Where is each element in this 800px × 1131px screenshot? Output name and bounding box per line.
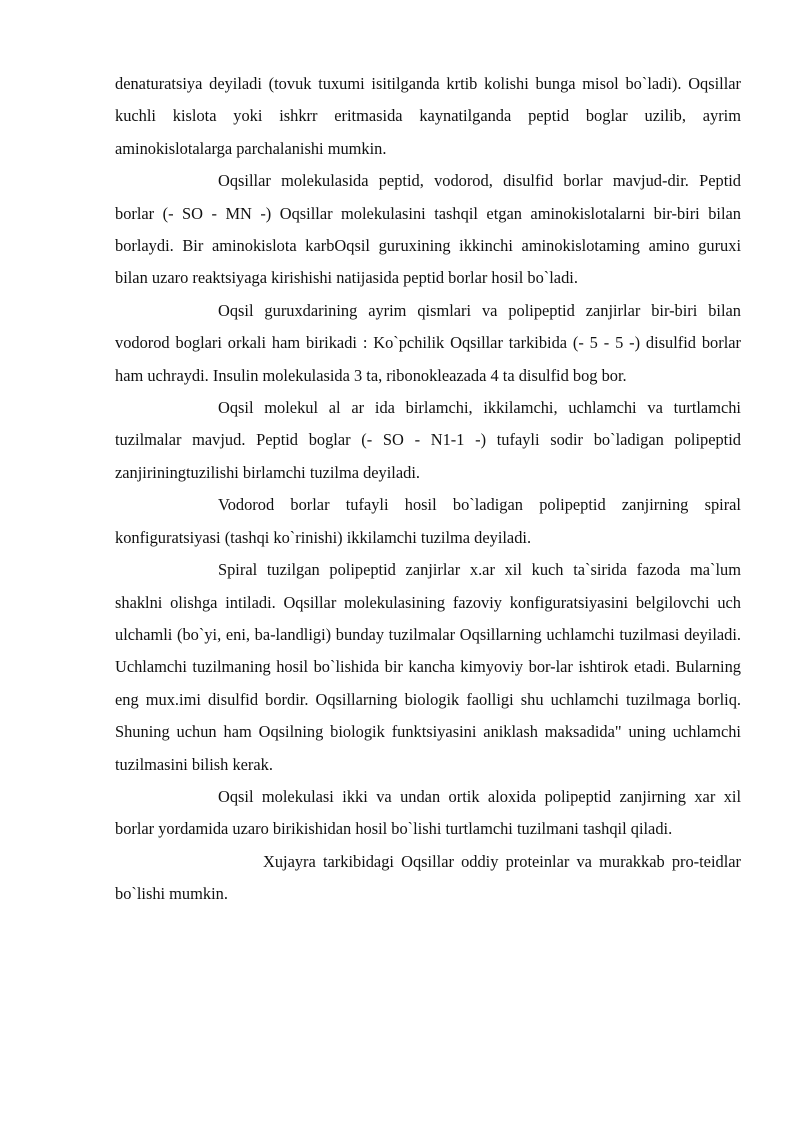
document-page (115, 68, 741, 911)
paragraph-secondary-structure: Vodorod borlar tufayli hosil bo`ladigan polipeptid zanjirning spiral konfiguratsiyasi (tashqi ko`rinishi) ikkilamchi tuzilma deyiladi. (115, 495, 741, 547)
paragraph-hydrogen-disulfide: Oqsil guruxdarining ayrim qismlari va polipeptid zanjirlar bir-biri bilan vodorod boglari orkali ham birikadi : Ko`pchilik Oqsillar tarkibida (- 5 - 5 -) disulfid borlar ham uchraydi. Insulin molekulasida 3 ta, ribonokleazada 4 ta disulfid bog bor. (115, 300, 741, 385)
paragraph-bonds: Oqsillar molekulasida peptid, vodorod, disulfid borlar mavjud-dir. Peptid borlar (- SO - MN -) Oqsillar molekulasini tashqil etgan aminokislotalarni bir-biri bilan borlaydi. Bir aminokislota karbOqsil guruxining ikkinchi aminokislotaming amino guruxi bilan uzaro reaktsiyaga kirishishi natijasida peptid borlar hosil bo`ladi. (115, 171, 741, 288)
paragraph-denaturation: denaturatsiya deyiladi (tovuk tuxumi isitilganda krtib kolishi bunga misol bo`ladi). Oqsillar kuchli kislota yoki ishkrr eritmasida kaynatilganda peptid boglar uzilib, ayrim aminokislotalarga parchalanishi mumkin. (115, 74, 741, 158)
paragraph-quaternary-structure: Oqsil molekulasi ikki va undan ortik aloxida polipeptid zanjirning xar xil borlar yordamida uzaro birikishidan hosil bo`lishi turtlamchi tuzilmani tashqil qiladi. (115, 786, 741, 839)
paragraph-tertiary-structure: Spiral tuzilgan polipeptid zanjirlar x.ar xil kuch ta`sirida fazoda ma`lum shaklni olishga intiladi. Oqsillar molekulasining fazoviy konfiguratsiyasini belgilovchi uch ulchamli (bo`yi, eni, ba-landligi) bunday tuzilmalar Oqsillarning uchlamchi tuzilmasi deyiladi. Uchlamchi tuzilmaning hosil bo`lishida bir kancha kimyoviy bor-lar ishtirok etadi. Bularning eng mux.imi disulfid bordir. Oqsillarning biologik faolligi shu uchlamchi tuzilmaga borliq. Shuning uchun ham Oqsilning biologik funktsiyasini aniklash maksadida" uning uchlamchi tuzilmasini bilish kerak. (115, 560, 741, 774)
paragraph-primary-structure: Oqsil molekul al ar ida birlamchi, ikkilamchi, uchlamchi va turtlamchi tuzilmalar mavjud. Peptid boglar (- SO - N1-1 -) tufayli sodir bo`ladigan polipeptid zanjiriningtuzilishi birlamchi tuzilma deyiladi. (115, 398, 741, 482)
paragraph-protein-types: Xujayra tarkibidagi Oqsillar oddiy proteinlar va murakkab pro-teidlar bo`lishi mumkin. (115, 851, 741, 904)
